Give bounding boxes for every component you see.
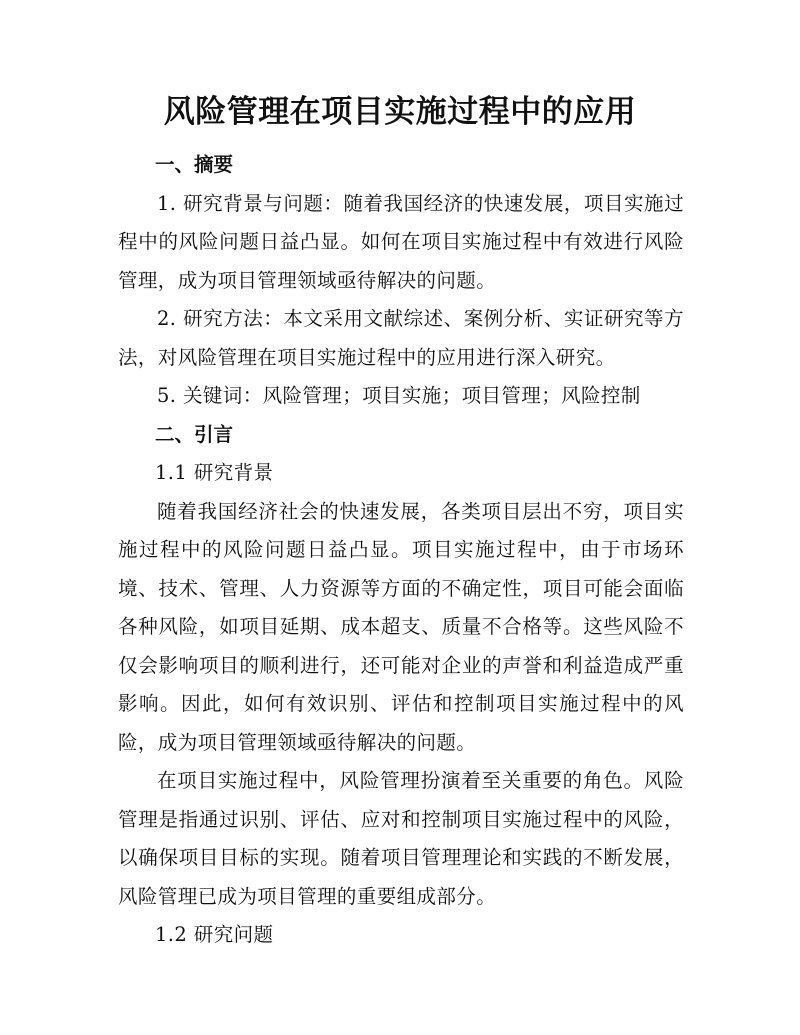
abstract-item-keywords: 5. 关键词：风险管理；项目实施；项目管理；风险控制 [157,384,641,407]
intro-paragraph-1: 随着我国经济社会的快速发展，各类项目层出不穷，项目实施过程中的风险问题日益凸显。项目实施过程中，由于市场环境、技术、管理、人力资源等方面的不确定性，项目可能会面临各种风险，如项目延期、成本超支、质量不合格等。这些风险不仅会影响项目的顺利进行，还可能对企业的声誉和利益造成严重影响。因此，如何有效识别、评估和控制项目实施过程中的风险，成为项目管理领域亟待解决的问题。 [118,499,684,754]
document-title: 风险管理在项目实施过程中的应用 [163,94,637,130]
subsection-title-background: 1.1 研究背景 [155,461,274,484]
abstract-item-background: 1. 研究背景与问题：随着我国经济的快速发展，项目实施过程中的风险问题日益凸显。如何在项目实施过程中有效进行风险管理，成为项目管理领域亟待解决的问题。 [118,191,684,292]
section-heading-abstract: 一、摘要 [155,153,234,176]
subsection-title-research-question: 1.2 研究问题 [155,923,274,946]
document-body [118,146,684,955]
intro-paragraph-2: 在项目实施过程中，风险管理扮演着至关重要的角色。风险管理是指通过识别、评估、应对和控制项目实施过程中的风险，以确保项目目标的实现。随着项目管理理论和实践的不断发展，风险管理已成为项目管理的重要组成部分。 [118,769,684,908]
section-heading-intro: 二、引言 [155,422,234,446]
abstract-item-method: 2. 研究方法：本文采用文献综述、案例分析、实证研究等方法，对风险管理在项目实施过程中的应用进行深入研究。 [118,307,684,369]
